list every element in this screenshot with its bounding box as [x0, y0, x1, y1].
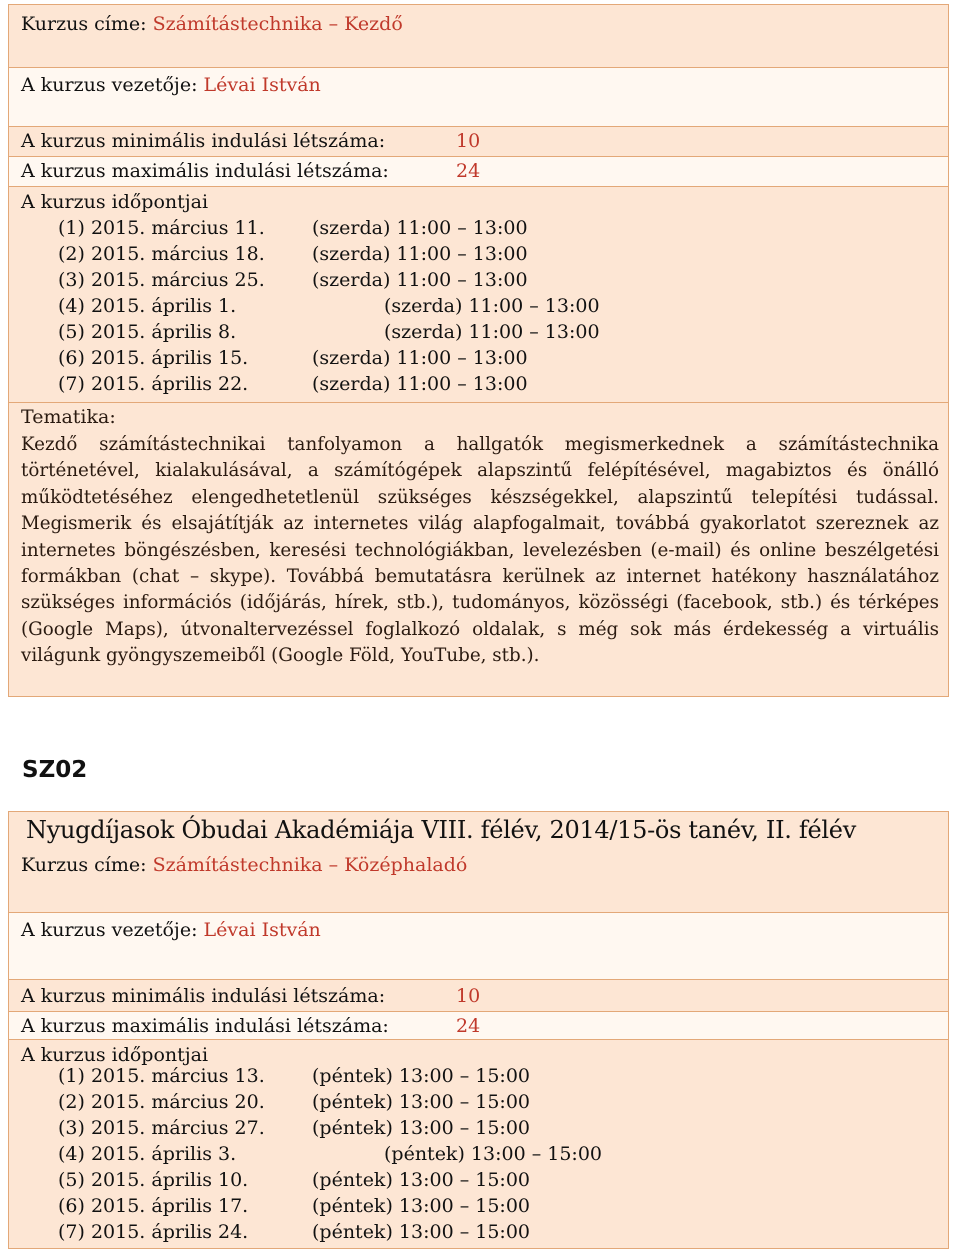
course2-min-value: 10: [456, 985, 481, 1007]
course2-session-time: (péntek) 13:00 – 15:00: [312, 1065, 530, 1087]
course1-title-value: Számítástechnika – Kezdő: [152, 13, 403, 35]
course2-session-date: (7) 2015. április 24.: [58, 1221, 249, 1243]
course2-dates-row: [8, 1039, 949, 1249]
course2-min-row: [8, 979, 949, 1012]
course2-session-time: (péntek) 13:00 – 15:00: [384, 1143, 602, 1165]
course1-leader-row: [8, 67, 949, 127]
course1-topics-row: [8, 402, 949, 697]
course1-max-value: 24: [456, 160, 481, 182]
course2-session-date: (6) 2015. április 17.: [58, 1195, 249, 1217]
course2-session-time: (péntek) 13:00 – 15:00: [312, 1221, 530, 1243]
course2-dates-label: A kurzus időpontjai: [21, 1044, 209, 1066]
course2-session-time: (péntek) 13:00 – 15:00: [312, 1169, 530, 1191]
course1-max-label: A kurzus maximális indulási létszáma:: [21, 160, 389, 182]
course1-min-label: A kurzus minimális indulási létszáma:: [21, 130, 386, 152]
course2-session-date: (5) 2015. április 10.: [58, 1169, 249, 1191]
course1-min-row: [8, 126, 949, 157]
course1-max-row: [8, 156, 949, 187]
course1-session-date: (6) 2015. április 15.: [58, 347, 249, 369]
course1-topics-text: Kezdő számítástechnikai tanfolyamon a hallgatók megismerkednek a számítástechnika történetével, kialakulásával, a számítógépek alapszintű felépítésével, magabiztos és önálló működtetéséhez elengedhetetlenül szükséges készségekkel, alapszintű telepítési tudással. Megismerik és elsajátítják az internetes világ alapfogalmait, továbbá gyakorlatot szereznek az internetes böngészésben, keresési technológiákban, levelezésben (e-mail) és online beszélgetési formákban (chat – skype). Továbbá bemutatásra kerülnek az internet hatékony használatához szükséges információs (időjárás, hírek, stb.), tudományos, közösségi (facebook, stb.) és térképes (Google Maps), útvonaltervezéssel foglalkozó oldalak, s még sok más érdekesség a virtuális világunk gyöngyszemeiből (Google Föld, YouTube, stb.).: [21, 434, 939, 667]
course1-session-time: (szerda) 11:00 – 13:00: [312, 217, 528, 239]
course1-session-time: (szerda) 11:00 – 13:00: [384, 295, 600, 317]
course2-leader-label: A kurzus vezetője:: [21, 919, 198, 941]
course2-session-time: (péntek) 13:00 – 15:00: [312, 1091, 530, 1113]
course1-session-date: (3) 2015. március 25.: [58, 269, 265, 291]
course1-session-date: (7) 2015. április 22.: [58, 373, 249, 395]
course1-session-time: (szerda) 11:00 – 13:00: [312, 243, 528, 265]
course2-leader-row: [8, 912, 949, 980]
course1-session-time: (szerda) 11:00 – 13:00: [384, 321, 600, 343]
course1-leader-label: A kurzus vezetője:: [21, 74, 198, 96]
section-heading: Nyugdíjasok Óbudai Akadémiája VIII. félév, 2014/15-ös tanév, II. félév: [26, 816, 856, 844]
course2-max-label: A kurzus maximális indulási létszáma:: [21, 1015, 389, 1037]
course2-session-time: (péntek) 13:00 – 15:00: [312, 1195, 530, 1217]
course1-session-date: (4) 2015. április 1.: [58, 295, 237, 317]
course1-session-date: (1) 2015. március 11.: [58, 217, 265, 239]
course2-session-date: (3) 2015. március 27.: [58, 1117, 265, 1139]
course2-session-date: (1) 2015. március 13.: [58, 1065, 265, 1087]
course1-session-date: (5) 2015. április 8.: [58, 321, 237, 343]
course2-min-label: A kurzus minimális indulási létszáma:: [21, 985, 386, 1007]
course1-session-time: (szerda) 11:00 – 13:00: [312, 347, 528, 369]
course1-dates-label: A kurzus időpontjai: [21, 191, 209, 213]
course2-max-row: [8, 1011, 949, 1040]
course1-topics-label: Tematika:: [21, 406, 116, 428]
course1-min-value: 10: [456, 130, 481, 152]
course1-dates-row: [8, 186, 949, 403]
course1-leader-value: Lévai István: [203, 74, 321, 96]
course2-session-date: (2) 2015. március 20.: [58, 1091, 265, 1113]
course2-title-label: Kurzus címe:: [21, 854, 147, 876]
course2-max-value: 24: [456, 1015, 481, 1037]
course2-leader-value: Lévai István: [203, 919, 321, 941]
section-code: SZ02: [22, 757, 88, 783]
course1-session-date: (2) 2015. március 18.: [58, 243, 265, 265]
course2-session-date: (4) 2015. április 3.: [58, 1143, 237, 1165]
course2-session-time: (péntek) 13:00 – 15:00: [312, 1117, 530, 1139]
course1-session-time: (szerda) 11:00 – 13:00: [312, 373, 528, 395]
course1-session-time: (szerda) 11:00 – 13:00: [312, 269, 528, 291]
course1-title-row: [8, 4, 949, 68]
course1-title-label: Kurzus címe:: [21, 13, 147, 35]
course2-title-value: Számítástechnika – Középhaladó: [152, 854, 468, 876]
